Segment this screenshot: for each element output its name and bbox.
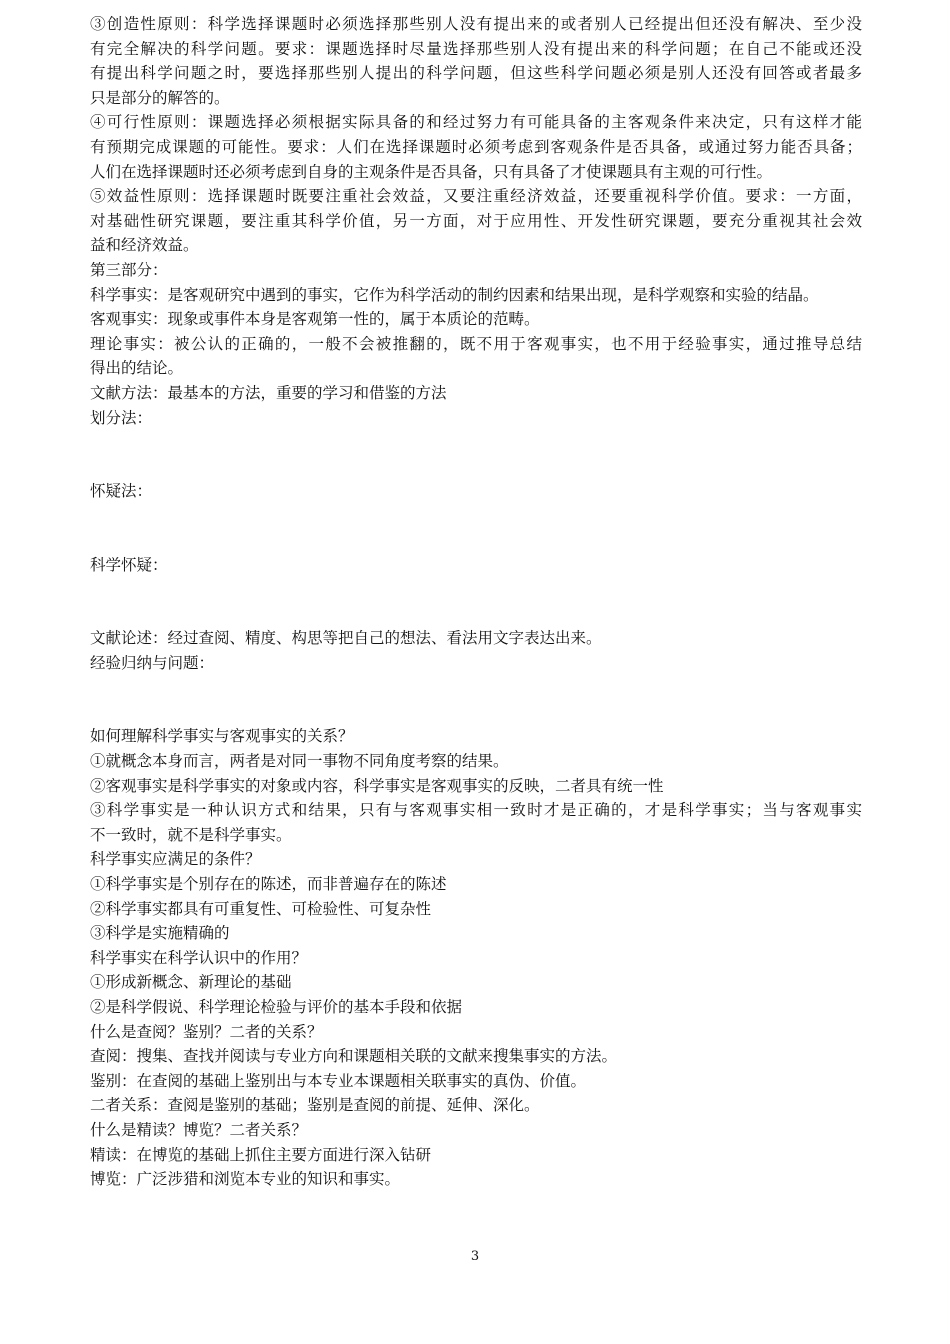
text-line: 客观事实：现象或事件本身是客观第一性的，属于本质论的范畴。 bbox=[90, 310, 540, 329]
text-line: ①科学事实是个别存在的陈述，而非普遍存在的陈述 bbox=[90, 875, 447, 894]
text-line: 有提出科学问题之时，要选择那些别人提出的科学问题，但这些科学问题必须是别人还没有回答或者最多 bbox=[90, 64, 862, 83]
text-line: 益和经济效益。 bbox=[90, 236, 199, 255]
text-line: ②科学事实都具有可重复性、可检验性、可复杂性 bbox=[90, 899, 432, 918]
question-line: 科学事实应满足的条件？ bbox=[90, 850, 261, 869]
section-heading: 第三部分： bbox=[90, 260, 168, 279]
text-line: ⑤效益性原则：选择课题时既要注重社会效益，又要注重经济效益，还要重视科学价值。要求：一方面， bbox=[90, 187, 862, 206]
text-line: 只是部分的解答的。 bbox=[90, 88, 230, 107]
text-line: 划分法： bbox=[90, 408, 153, 427]
text-line: 有预期完成课题的可能性。要求：人们在选择课题时必须考虑到客观条件是否具备，或通过努力能否具备； bbox=[90, 137, 862, 156]
text-line: 有完全解决的科学问题。要求：课题选择时尽量选择那些别人没有提出来的科学问题；在自己不能或还没 bbox=[90, 39, 862, 58]
text-line: 对基础性研究课题，要注重其科学价值，另一方面，对于应用性、开发性研究课题，要充分重视其社会效 bbox=[90, 211, 862, 230]
text-line: ①就概念本身而言，两者是对同一事物不同角度考察的结果。 bbox=[90, 752, 509, 771]
text-line: 经验归纳与问题： bbox=[90, 653, 215, 672]
text-line: 科学事实：是客观研究中遇到的事实，它作为科学活动的制约因素和结果出现，是科学观察和实验的结晶。 bbox=[90, 285, 819, 304]
text-line: ③创造性原则：科学选择课题时必须选择那些别人没有提出来的或者别人已经提出但还没有解决、至少没 bbox=[90, 15, 862, 33]
blank-space bbox=[90, 504, 862, 553]
text-line: 不一致时，就不是科学事实。 bbox=[90, 825, 292, 844]
blank-space bbox=[90, 430, 862, 479]
text-line: 文献方法：最基本的方法，重要的学习和借鉴的方法 bbox=[90, 383, 447, 402]
question-line: 科学事实在科学认识中的作用？ bbox=[90, 948, 308, 967]
text-line: ③科学事实是一种认识方式和结果，只有与客观事实相一致时才是正确的，才是科学事实；当与客观事实 bbox=[90, 801, 862, 820]
question-line: 什么是查阅？鉴别？二者的关系？ bbox=[90, 1022, 323, 1041]
text-line: ①形成新概念、新理论的基础 bbox=[90, 973, 292, 992]
text-line: 得出的结论。 bbox=[90, 359, 184, 378]
text-line: 科学怀疑： bbox=[90, 555, 168, 574]
text-line: 理论事实：被公认的正确的，一般不会被推翻的，既不用于客观事实，也不用于经验事实，通过推导总结 bbox=[90, 334, 862, 353]
text-line: 精读：在博览的基础上抓住主要方面进行深入钻研 bbox=[90, 1145, 432, 1164]
text-line: 怀疑法： bbox=[90, 482, 153, 501]
text-line: 人们在选择课题时还必须考虑到自身的主观条件是否具备，只有具备了才使课题具有主观的可行性。 bbox=[90, 162, 773, 181]
question-line: 什么是精读？博览？二者关系？ bbox=[90, 1120, 308, 1139]
text-line: 博览：广泛涉猎和浏览本专业的知识和事实。 bbox=[90, 1170, 401, 1189]
text-line: 鉴别：在查阅的基础上鉴别出与本专业本课题相关联事实的真伪、价值。 bbox=[90, 1071, 587, 1090]
page-number: 3 bbox=[470, 1249, 480, 1264]
blank-space bbox=[90, 675, 862, 724]
text-line: ④可行性原则：课题选择必须根据实际具备的和经过努力有可能具备的主客观条件来决定，只有这样才能 bbox=[90, 113, 862, 132]
text-line: ③科学是实施精确的 bbox=[90, 924, 230, 943]
text-line: 文献论述：经过查阅、精度、构思等把自己的想法、看法用文字表达出来。 bbox=[90, 629, 602, 648]
text-line: ②是科学假说、科学理论检验与评价的基本手段和依据 bbox=[90, 998, 463, 1016]
document-body bbox=[90, 12, 862, 1192]
question-line: 如何理解科学事实与客观事实的关系？ bbox=[90, 727, 354, 746]
blank-space bbox=[90, 577, 862, 626]
text-line: 二者关系：查阅是鉴别的基础；鉴别是查阅的前提、延伸、深化。 bbox=[90, 1096, 540, 1115]
text-line: ②客观事实是科学事实的对象或内容，科学事实是客观事实的反映，二者具有统一性 bbox=[90, 776, 664, 795]
text-line: 查阅：搜集、查找并阅读与专业方向和课题相关联的文献来搜集事实的方法。 bbox=[90, 1047, 618, 1066]
